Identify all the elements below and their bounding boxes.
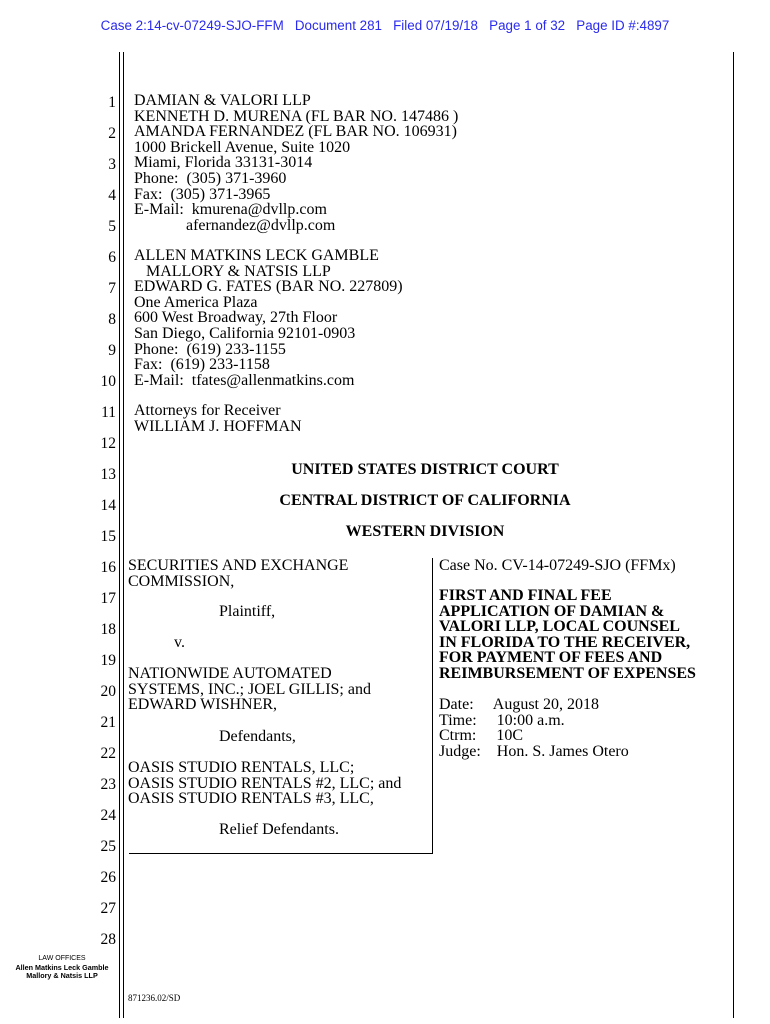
document-title-line: VALORI LLP, LOCAL COUNSEL bbox=[439, 618, 680, 636]
line-number: 23 bbox=[100, 776, 116, 793]
left-margin-double-rule-2 bbox=[123, 52, 124, 1018]
plaintiff-role: Plaintiff, bbox=[219, 603, 276, 620]
case-header: Case 2:14-cv-07249-SJO-FFM Document 281 Filed 07/19/18 Page 1 of 32 Page ID #:4897 bbox=[100, 18, 670, 33]
line-number: 24 bbox=[100, 807, 116, 824]
line-number: 27 bbox=[100, 900, 116, 917]
court-name: UNITED STATES DISTRICT COURT bbox=[291, 461, 559, 478]
line-number: 19 bbox=[100, 652, 116, 669]
line-number: 7 bbox=[108, 280, 116, 297]
document-title-line: FOR PAYMENT OF FEES AND bbox=[439, 649, 663, 667]
counsel-line: E-Mail: kmurena@dvllp.com bbox=[134, 201, 327, 219]
line-number: 15 bbox=[100, 528, 116, 545]
case-number: Case No. CV-14-07249-SJO (FFMx) bbox=[439, 557, 676, 574]
counsel-line: MALLORY & NATSIS LLP bbox=[134, 262, 331, 280]
line-number: 5 bbox=[108, 218, 116, 235]
counsel-line: Miami, Florida 33131-3014 bbox=[134, 154, 313, 172]
line-number: 26 bbox=[100, 869, 116, 886]
attorneys-for-line: Attorneys for Receiver bbox=[134, 402, 281, 419]
line-number: 28 bbox=[100, 931, 116, 948]
law-offices-firm: Mallory & Natsis LLP bbox=[26, 971, 98, 980]
line-number: 4 bbox=[108, 187, 116, 204]
document-title-line: FIRST AND FINAL FEE bbox=[439, 587, 612, 604]
line-number: 6 bbox=[108, 249, 116, 266]
counsel-line: One America Plaza bbox=[134, 293, 258, 311]
hearing-courtroom: Ctrm: 10C bbox=[439, 727, 524, 745]
law-offices-label: LAW OFFICES bbox=[38, 955, 86, 962]
counsel-line: Fax: (305) 371-3965 bbox=[134, 185, 271, 203]
relief-defendant-name: OASIS STUDIO RENTALS #3, LLC, bbox=[128, 790, 374, 808]
line-number: 10 bbox=[100, 373, 116, 390]
law-offices-firm: Allen Matkins Leck Gamble bbox=[15, 963, 109, 972]
court-division: WESTERN DIVISION bbox=[345, 523, 505, 540]
left-margin-double-rule-1 bbox=[119, 52, 120, 1018]
caption-divider-vertical bbox=[432, 558, 433, 854]
counsel-line: ALLEN MATKINS LECK GAMBLE bbox=[134, 247, 379, 264]
counsel-line: Phone: (305) 371-3960 bbox=[134, 170, 287, 187]
line-number: 13 bbox=[100, 466, 116, 483]
line-number: 22 bbox=[100, 745, 116, 762]
hearing-judge: Judge: Hon. S. James Otero bbox=[439, 742, 629, 760]
plaintiff-name: SECURITIES AND EXCHANGE bbox=[128, 557, 349, 574]
hearing-time: Time: 10:00 a.m. bbox=[439, 711, 565, 729]
caption-divider-horizontal bbox=[129, 853, 433, 854]
line-number: 21 bbox=[100, 714, 116, 731]
counsel-line: San Diego, California 92101-0903 bbox=[134, 325, 356, 342]
counsel-line: 600 West Broadway, 27th Floor bbox=[134, 309, 338, 327]
hearing-date: Date: August 20, 2018 bbox=[439, 696, 599, 713]
line-number: 20 bbox=[100, 683, 116, 700]
relief-defendant-name: OASIS STUDIO RENTALS #2, LLC; and bbox=[128, 774, 402, 792]
line-number: 3 bbox=[108, 156, 116, 173]
defendant-name: SYSTEMS, INC.; JOEL GILLIS; and bbox=[128, 680, 371, 698]
defendant-name: NATIONWIDE AUTOMATED bbox=[128, 665, 332, 682]
plaintiff-name: COMMISSION, bbox=[128, 572, 235, 590]
counsel-line: AMANDA FERNANDEZ (FL BAR NO. 106931) bbox=[134, 123, 457, 141]
line-number: 18 bbox=[100, 621, 116, 638]
court-district: CENTRAL DISTRICT OF CALIFORNIA bbox=[279, 492, 571, 509]
relief-defendants-role: Relief Defendants. bbox=[219, 821, 339, 838]
line-number: 2 bbox=[108, 125, 116, 142]
right-margin-rule bbox=[733, 52, 734, 1018]
line-number: 9 bbox=[108, 342, 116, 359]
counsel-line: DAMIAN & VALORI LLP bbox=[134, 92, 311, 109]
line-number: 1 bbox=[108, 94, 116, 111]
counsel-line: Fax: (619) 233-1158 bbox=[134, 356, 270, 374]
document-footer-code: 871236.02/SD bbox=[128, 993, 181, 1003]
defendants-role: Defendants, bbox=[219, 728, 296, 745]
line-number: 14 bbox=[100, 497, 116, 514]
document-title-line: APPLICATION OF DAMIAN & bbox=[439, 602, 665, 620]
counsel-line: EDWARD G. FATES (BAR NO. 227809) bbox=[134, 278, 403, 296]
line-number: 8 bbox=[108, 311, 116, 328]
document-title-line: REIMBURSEMENT OF EXPENSES bbox=[439, 665, 696, 682]
attorneys-for-line: WILLIAM J. HOFFMAN bbox=[134, 417, 302, 435]
line-number: 11 bbox=[101, 404, 116, 421]
counsel-line: Phone: (619) 233-1155 bbox=[134, 340, 286, 358]
versus: v. bbox=[174, 634, 185, 651]
line-number: 16 bbox=[100, 559, 116, 576]
document-title-line: IN FLORIDA TO THE RECEIVER, bbox=[439, 633, 691, 651]
relief-defendant-name: OASIS STUDIO RENTALS, LLC; bbox=[128, 759, 355, 776]
counsel-line: KENNETH D. MURENA (FL BAR NO. 147486 ) bbox=[134, 107, 459, 125]
counsel-line: E-Mail: tfates@allenmatkins.com bbox=[134, 371, 355, 389]
counsel-line: afernandez@dvllp.com bbox=[134, 216, 336, 234]
defendant-name: EDWARD WISHNER, bbox=[128, 696, 278, 714]
counsel-line: 1000 Brickell Avenue, Suite 1020 bbox=[134, 138, 351, 156]
line-number: 12 bbox=[100, 435, 116, 452]
line-number: 17 bbox=[100, 590, 116, 607]
line-number: 25 bbox=[100, 838, 116, 855]
